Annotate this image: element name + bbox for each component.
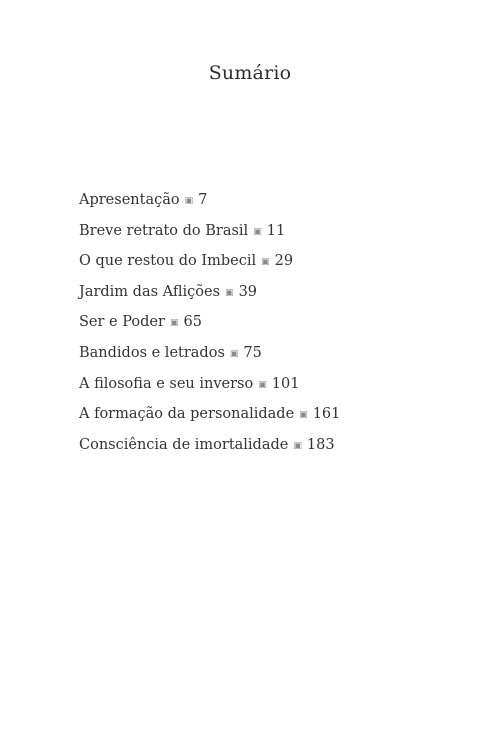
separator-ornament-icon: ▣	[299, 410, 308, 421]
toc-entry-title: O que restou do Imbecil	[79, 253, 257, 270]
toc-entry-title: Consciência de imortalidade	[79, 436, 289, 453]
toc-entry-title: Ser e Poder	[79, 314, 165, 331]
toc-entry-page: 65	[183, 314, 202, 331]
separator-ornament-icon: ▣	[225, 287, 234, 298]
separator-ornament-icon: ▣	[258, 379, 267, 390]
toc-entry-title: A filosofia e seu inverso	[79, 375, 254, 392]
toc-entry	[79, 185, 340, 216]
toc-entry	[79, 338, 340, 369]
toc-entry	[79, 246, 340, 277]
toc-entry-page: 75	[243, 344, 262, 361]
separator-ornament-icon: ▣	[169, 318, 179, 329]
toc-entry-title: Apresentação	[79, 192, 180, 208]
separator-ornament-icon: ▣	[253, 226, 262, 237]
toc-entry-title: Jardim das Aflições	[79, 283, 221, 300]
toc-entry	[79, 430, 340, 461]
toc-entry-page: 39	[238, 283, 258, 300]
separator-ornament-icon: ▣	[184, 196, 194, 206]
toc-entry-page: 161	[312, 406, 341, 423]
separator-ornament-icon: ▣	[229, 348, 239, 359]
separator-ornament-icon: ▣	[261, 257, 270, 268]
toc-entry-page: 7	[198, 192, 208, 208]
table-of-contents	[79, 185, 340, 460]
toc-entry-page: 101	[271, 375, 300, 392]
toc-entry-page: 11	[266, 222, 286, 239]
toc-entry	[79, 369, 340, 400]
toc-entry	[79, 216, 340, 247]
toc-entry-title: Bandidos e letrados	[79, 344, 225, 361]
toc-entry	[79, 277, 340, 308]
toc-entry-page: 29	[274, 253, 294, 270]
toc-entry-title: Breve retrato do Brasil	[79, 222, 249, 239]
toc-entry	[79, 307, 340, 338]
page-title: Sumário	[208, 62, 292, 84]
toc-entry	[79, 399, 340, 430]
separator-ornament-icon: ▣	[293, 440, 302, 451]
toc-entry-title: A formação da personalidade	[79, 406, 295, 423]
toc-entry-page: 183	[306, 436, 335, 453]
